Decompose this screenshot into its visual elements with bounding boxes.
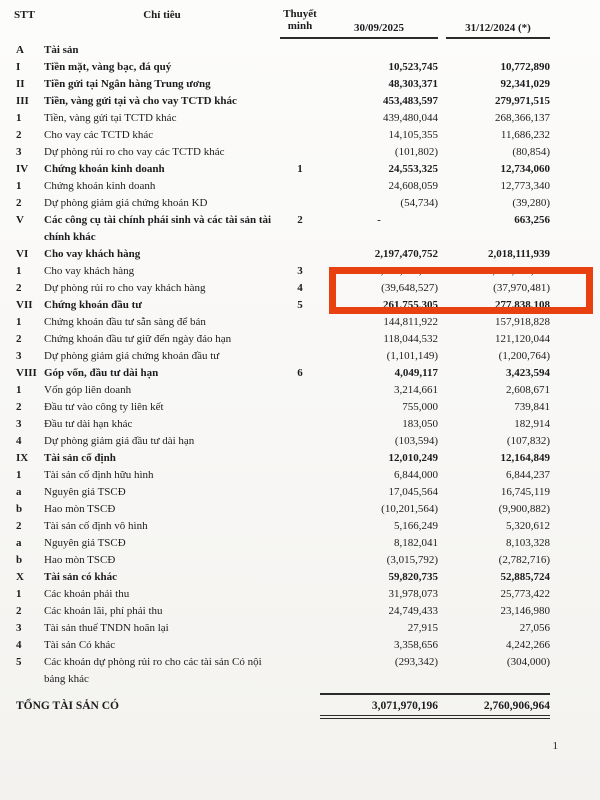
row-note: 4 <box>297 282 303 294</box>
row-stt: VI <box>16 248 29 260</box>
row-note: 1 <box>297 163 303 175</box>
row-label: Các công cụ tài chính phái sinh và các tài sản tài chính khác <box>44 214 272 243</box>
row-value-current: 3,214,661 <box>394 384 438 396</box>
row-stt: A <box>16 44 24 56</box>
row-note: 6 <box>297 367 303 379</box>
row-stt: V <box>16 214 24 226</box>
row-stt: 2 <box>16 129 22 141</box>
header-thuyet-minh: Thuyết minh <box>280 6 320 39</box>
row-value-current: (293,342) <box>394 656 438 668</box>
row-stt: b <box>16 503 23 515</box>
table-row <box>10 586 562 603</box>
row-label: Tiền, vàng gửi tại TCTD khác <box>44 112 177 124</box>
row-value-prior: 5,320,612 <box>506 520 550 532</box>
row-value-prior: (9,900,882) <box>498 503 550 515</box>
table-row <box>10 348 562 365</box>
row-value-prior: (37,970,481) <box>493 282 550 294</box>
row-value-prior: 663,256 <box>514 214 550 226</box>
row-value-current: 24,749,433 <box>388 605 438 617</box>
row-stt: 1 <box>16 112 22 124</box>
row-value-prior: 2,056,082,420 <box>486 265 550 277</box>
table-row <box>10 501 562 518</box>
header-col-31-12-2024: 31/12/2024 (*) <box>446 6 550 39</box>
row-value-current: 3,358,656 <box>394 639 438 651</box>
row-value-prior: (39,280) <box>512 197 550 209</box>
row-stt: 3 <box>16 146 22 158</box>
row-value-current: 183,050 <box>402 418 438 430</box>
row-stt: III <box>16 95 29 107</box>
table-row <box>10 161 562 178</box>
header-chi-tieu: Chỉ tiêu <box>143 9 181 21</box>
row-value-current: 14,105,355 <box>388 129 438 141</box>
header-stt: STT <box>14 9 35 21</box>
table-row <box>10 59 562 76</box>
row-value-current: 27,915 <box>407 622 438 634</box>
row-value-current: 453,483,597 <box>383 95 438 107</box>
row-label: Dự phòng giảm giá chứng khoán đầu tư <box>44 350 220 362</box>
row-value-prior: 52,885,724 <box>500 571 550 583</box>
row-value-prior: 2,608,671 <box>506 384 550 396</box>
row-label: Hao mòn TSCĐ <box>44 554 116 566</box>
table-row <box>10 212 562 246</box>
row-label: Cho vay khách hàng <box>44 265 135 277</box>
row-value-prior: 12,734,060 <box>500 163 550 175</box>
table-row <box>10 331 562 348</box>
row-note: 2 <box>297 214 303 226</box>
row-stt: 2 <box>16 520 22 532</box>
row-value-current: 24,553,325 <box>388 163 438 175</box>
row-label: Đầu tư dài hạn khác <box>44 418 133 430</box>
table-row <box>10 569 562 586</box>
row-value-prior: (80,854) <box>512 146 550 158</box>
row-value-prior: (304,000) <box>506 656 550 668</box>
row-value-current: 2,197,470,752 <box>374 248 438 260</box>
row-label: Dự phòng rủi ro cho vay khách hàng <box>44 282 206 294</box>
row-value-prior: 2,018,111,939 <box>487 248 550 260</box>
row-stt: 3 <box>16 418 22 430</box>
balance-sheet-table <box>10 6 562 719</box>
table-row <box>10 467 562 484</box>
row-stt: 2 <box>16 401 22 413</box>
row-value-current: 17,045,564 <box>388 486 438 498</box>
row-label: Đầu tư vào công ty liên kết <box>44 401 164 413</box>
row-value-prior: 6,844,237 <box>506 469 550 481</box>
row-value-current: 59,820,735 <box>388 571 438 583</box>
row-stt: II <box>16 78 25 90</box>
row-value-prior: 157,918,828 <box>495 316 550 328</box>
table-header-row <box>10 6 562 39</box>
row-note: 3 <box>297 265 303 277</box>
table-row <box>10 399 562 416</box>
row-value-prior: 25,773,422 <box>500 588 550 600</box>
row-label: Các khoản lãi, phí phải thu <box>44 605 163 617</box>
row-stt: 5 <box>16 656 22 668</box>
table-row <box>10 280 562 297</box>
table-row <box>10 433 562 450</box>
row-value-current: (103,594) <box>394 435 438 447</box>
row-stt: 2 <box>16 197 22 209</box>
row-value-prior: 8,103,328 <box>506 537 550 549</box>
row-value-current: 261,755,305 <box>383 299 438 311</box>
row-stt: X <box>16 571 24 583</box>
total-value-prior: 2,760,906,964 <box>438 693 550 719</box>
row-label: Tài sản <box>44 44 79 56</box>
table-row <box>10 416 562 433</box>
row-label: Các khoản phải thu <box>44 588 130 600</box>
row-value-current: 6,844,000 <box>394 469 438 481</box>
row-value-prior: 27,056 <box>519 622 550 634</box>
row-value-current: (3,015,792) <box>386 554 438 566</box>
row-stt: 2 <box>16 333 22 345</box>
table-row <box>10 297 562 314</box>
row-value-current: (101,802) <box>394 146 438 158</box>
row-value-current: 4,049,117 <box>394 367 438 379</box>
row-value-current: 48,303,371 <box>388 78 438 90</box>
row-stt: IV <box>16 163 29 175</box>
row-stt: 1 <box>16 316 22 328</box>
page-number: 1 <box>552 740 558 752</box>
row-value-prior: 16,745,119 <box>500 486 550 498</box>
row-label: Dự phòng giảm giá chứng khoán KD <box>44 197 208 209</box>
table-body <box>10 42 562 688</box>
row-label: Tài sản cố định hữu hình <box>44 469 154 481</box>
row-value-current: 10,523,745 <box>388 61 438 73</box>
row-label: Chứng khoán kinh doanh <box>44 163 165 175</box>
row-value-prior: 4,242,266 <box>506 639 550 651</box>
row-value-prior: 121,120,044 <box>495 333 550 345</box>
total-value-current: 3,071,970,196 <box>320 693 438 719</box>
table-row <box>10 654 562 688</box>
row-value-prior: 11,686,232 <box>500 129 550 141</box>
row-label: Cho vay các TCTD khác <box>44 129 154 141</box>
table-row <box>10 314 562 331</box>
row-label: Chứng khoán kinh doanh <box>44 180 156 192</box>
row-value-prior: 23,146,980 <box>500 605 550 617</box>
row-label: Tiền, vàng gửi tại và cho vay TCTD khác <box>44 95 237 107</box>
row-stt: 4 <box>16 435 22 447</box>
row-value-prior: (107,832) <box>506 435 550 447</box>
table-row <box>10 195 562 212</box>
row-stt: 1 <box>16 588 22 600</box>
row-value-current: 24,608,059 <box>388 180 438 192</box>
row-value-prior: 279,971,515 <box>495 95 550 107</box>
row-value-current: (54,734) <box>400 197 438 209</box>
table-row <box>10 620 562 637</box>
table-row <box>10 263 562 280</box>
row-value-prior: (1,200,764) <box>498 350 550 362</box>
row-stt: VIII <box>16 367 37 379</box>
row-value-current: (39,648,527) <box>381 282 438 294</box>
row-label: Tài sản thuế TNDN hoãn lại <box>44 622 169 634</box>
row-value-prior: (2,782,716) <box>498 554 550 566</box>
row-value-prior: 3,423,594 <box>506 367 550 379</box>
row-stt: 1 <box>16 384 22 396</box>
row-label: Nguyên giá TSCĐ <box>44 486 126 498</box>
row-stt: I <box>16 61 21 73</box>
row-value-current: 12,010,249 <box>388 452 438 464</box>
table-row <box>10 484 562 501</box>
row-label: Tiền gửi tại Ngân hàng Trung ương <box>44 78 211 90</box>
table-row <box>10 127 562 144</box>
row-label: Chứng khoán đầu tư sẵn sàng để bán <box>44 316 206 328</box>
row-stt: 2 <box>16 282 22 294</box>
row-value-current: (1,101,149) <box>386 350 438 362</box>
row-label: Tài sản cố định <box>44 452 116 464</box>
table-row <box>10 603 562 620</box>
row-label: Dự phòng rủi ro cho vay các TCTD khác <box>44 146 225 158</box>
row-value-current: 755,000 <box>402 401 438 413</box>
row-stt: 1 <box>16 180 22 192</box>
table-row <box>10 178 562 195</box>
row-label: Cho vay khách hàng <box>44 248 141 260</box>
total-label: TỔNG TÀI SẢN CÓ <box>16 700 119 712</box>
row-value-prior: 182,914 <box>514 418 550 430</box>
total-row <box>10 693 562 719</box>
table-row <box>10 382 562 399</box>
header-col-30-09-2025: 30/09/2025 <box>320 6 438 39</box>
row-stt: 1 <box>16 265 22 277</box>
row-value-prior: 277,838,108 <box>495 299 550 311</box>
table-row <box>10 76 562 93</box>
row-stt: 4 <box>16 639 22 651</box>
row-stt: a <box>16 486 22 498</box>
table-row <box>10 552 562 569</box>
row-value-current: 2,237,119,279 <box>375 265 438 277</box>
row-label: Góp vốn, đầu tư dài hạn <box>44 367 159 379</box>
row-label: Các khoản dự phòng rủi ro cho các tài sản Có nội bảng khác <box>44 656 262 685</box>
row-value-current: 118,044,532 <box>383 333 438 345</box>
row-note: 5 <box>297 299 303 311</box>
table-row <box>10 246 562 263</box>
row-stt: a <box>16 537 22 549</box>
table-row <box>10 365 562 382</box>
row-value-current: - <box>377 214 381 226</box>
row-label: Tiền mặt, vàng bạc, đá quý <box>44 61 172 73</box>
row-value-prior: 12,164,849 <box>500 452 550 464</box>
table-row <box>10 518 562 535</box>
row-label: Tài sản Có khác <box>44 639 116 651</box>
row-stt: 1 <box>16 469 22 481</box>
row-label: Chứng khoán đầu tư <box>44 299 142 311</box>
table-row <box>10 144 562 161</box>
table-row <box>10 110 562 127</box>
row-stt: b <box>16 554 23 566</box>
row-label: Nguyên giá TSCĐ <box>44 537 126 549</box>
row-stt: VII <box>16 299 33 311</box>
row-value-current: 8,182,041 <box>394 537 438 549</box>
row-label: Tài sản có khác <box>44 571 118 583</box>
row-stt: 3 <box>16 622 22 634</box>
table-row <box>10 637 562 654</box>
row-value-prior: 10,772,890 <box>500 61 550 73</box>
row-stt: 3 <box>16 350 22 362</box>
row-value-current: 31,978,073 <box>388 588 438 600</box>
row-value-current: 144,811,922 <box>383 316 438 328</box>
row-label: Tài sản cố định vô hình <box>44 520 148 532</box>
row-label: Chứng khoán đầu tư giữ đến ngày đáo hạn <box>44 333 232 345</box>
table-row <box>10 450 562 467</box>
row-label: Dự phòng giảm giá đầu tư dài hạn <box>44 435 195 447</box>
row-stt: 2 <box>16 605 22 617</box>
row-label: Hao mòn TSCĐ <box>44 503 116 515</box>
row-label: Vốn góp liên doanh <box>44 384 132 396</box>
row-value-current: 439,480,044 <box>383 112 438 124</box>
row-value-prior: 92,341,029 <box>500 78 550 90</box>
table-row <box>10 93 562 110</box>
row-value-prior: 739,841 <box>514 401 550 413</box>
row-value-current: (10,201,564) <box>381 503 438 515</box>
table-row <box>10 535 562 552</box>
row-value-prior: 12,773,340 <box>500 180 550 192</box>
row-value-prior: 268,366,137 <box>495 112 550 124</box>
row-value-current: 5,166,249 <box>394 520 438 532</box>
row-stt: IX <box>16 452 29 464</box>
table-row <box>10 42 562 59</box>
